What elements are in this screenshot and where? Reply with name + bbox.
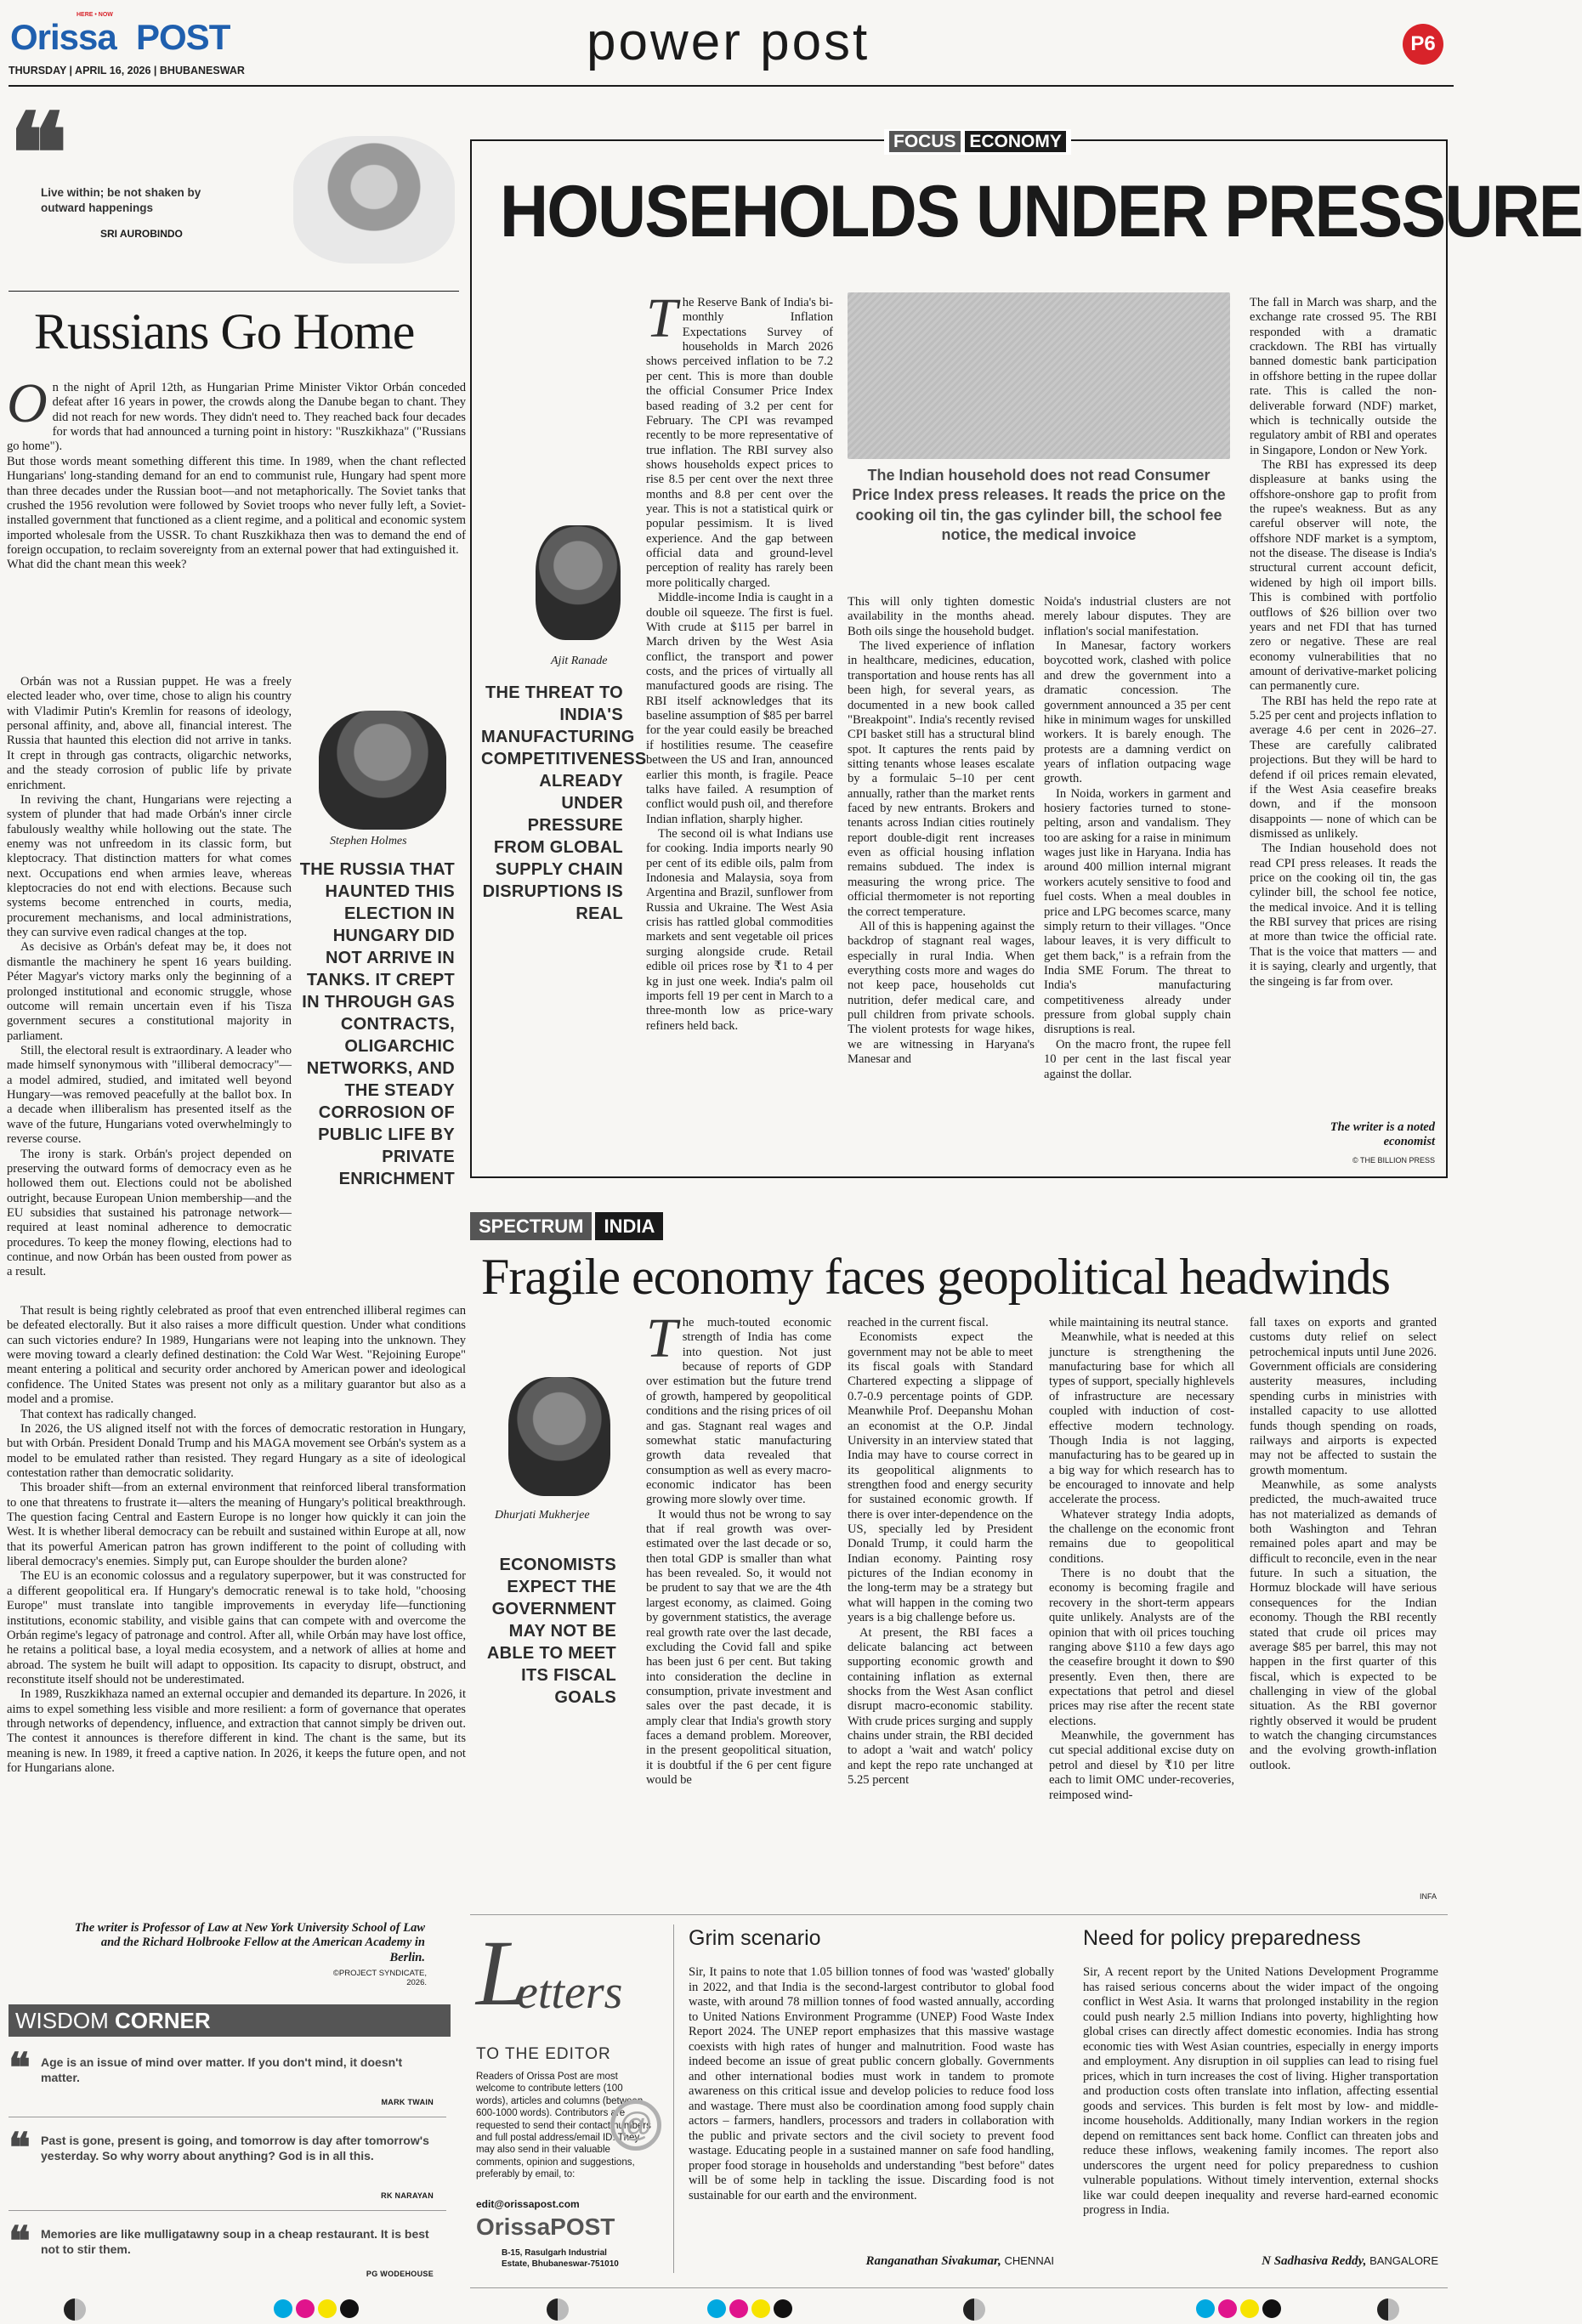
russia-pullquote: THE RUSSIA THAT HAUNTED THIS ELECTION IN HUNGARY DID NOT ARRIVE IN TANKS. IT CREPT IN THROUGH GAS CONTRACTS, OLIGARCHIC NETWORKS, AND THE STEADY CORROSION OF PUBLIC LIFE BY PRIVATE ENRICHMENT: [299, 860, 455, 1188]
russia-p9: In 2026, the US aligned itself not with the forces of democratic restoration in Hungary, but with Orbán. President Donald Trump and his MAGA movement see Orbán's system as a model to be emulated rather than resisted. They regard Hungary as a site of ideological contestation rather than democratic solidarity.: [7, 1421, 466, 1480]
focus-col-2: [848, 595, 1035, 1068]
focus-tag: [884, 129, 1071, 155]
holmes-byline: Stephen Holmes: [330, 835, 407, 847]
russia-p12: In 1989, Ruszkikhaza named an external occupier and demanded its departure. In 2026, it aims to expel something less visible and more resilient: a form of governance that operates through networks of dependency, influence, and extraction that cannot simply be driven out. The contest it announces is therefore different in kind. The chant is the same, but its meaning is new. In 1989, it freed a captive nation. In 2026, it keeps the future open, and not for Hungarians alone.: [7, 1687, 466, 1776]
russia-article-bottom: [7, 1304, 466, 1777]
logo-orissa: Orissa: [10, 17, 116, 57]
letter-2-sig-name: N Sadhasiva Reddy,: [1262, 2254, 1367, 2268]
focus-col-1: [646, 287, 833, 1034]
focus-c2: This will only tighten domestic availability in the months ahead. Both oils singe the household budget.: [848, 595, 1035, 638]
letter-1-sig-name: Ranganathan Sivakumar,: [865, 2254, 1001, 2268]
russia-p5: Still, the electoral result is extraordinary. A leader who made himself synonymous with "illiberal democracy"—a model admired, studied, and imitated well beyond Hungary—was removed peacefully at the ballot box. In a decade when illiberalism has presented itself as the wave of the future, Hungarians voted overwhelmingly to reverse course.: [7, 1043, 292, 1147]
ranade-byline: Ajit Ranade: [551, 655, 608, 667]
wisdom-title-b: CORNER: [115, 2008, 211, 2033]
spectrum-col-1: [646, 1307, 831, 1788]
market-photo: [848, 292, 1230, 459]
spectrum-c1b: It would thus not be wrong to say that if real growth was over-estimated over the last decade or so, then total GDP is smaller than what has been revealed. So, it would not be prudent to say that we are the 4th largest economy, as claimed. Going by government statistics, the average real growth rate over the last decade, excluding the Covid fall and spike has been just 6 per cent. But taking into consideration the decline in consumption, private investment and sales over the past decade, it is amply clear that India's growth story faces a demand problem. Moreover, in the present geopolitical situation, it is doubtful if the 6 per cent figure would be: [646, 1507, 831, 1788]
spectrum-c2: reached in the current fiscal.: [848, 1316, 989, 1329]
half-circle-mark: [64, 2298, 86, 2321]
focus-c1: The Reserve Bank of India's bi-monthly Inflation Expectations Survey of households in March 2026 shows perceived inflation to be 7.2 per cent. This is more than double the official Consumer Price Index based reading of 3.2 per cent for February. The CPI was revamped recently to be more representative of true inflation. The RBI survey also shows households expect prices to rise 8.5 per cent over the next three months and 8.8 per cent over the year. This is not a statistical quirk or popular pessimism. It is lived experience. And the gap between official data and ground-level perception of reality has rarely been more politically charged.: [646, 287, 833, 590]
logo[interactable]: [10, 12, 265, 60]
letter-2-sig-place: BANGALORE: [1369, 2254, 1438, 2267]
ranade-photo: [536, 525, 621, 640]
focus-pullquote: THE THREAT TO INDIA'S MANUFACTURING COMPETITIVENESS ALREADY UNDER PRESSURE FROM GLOBAL SUPPLY CHAIN DISRUPTIONS IS REAL: [481, 683, 647, 923]
russia-p8: That context has radically changed.: [20, 1407, 197, 1421]
logo-post: POST: [136, 17, 230, 57]
quote-divider: [9, 291, 459, 292]
half-circle-mark: [547, 2298, 569, 2321]
spectrum-c4b: Meanwhile, as some analysts predicted, the much-awaited truce has not materialized as demands of both Washington and Tehran remained poles apart and may be difficult to reconcile, even in the near future. In such a situation, the Hormuz blockade will have serious consequences for the Indian economy. Though the RBI recently stated that crude oil prices may average $85 per barrel, this may not happen in the first quarter of this fiscal, which is expected to be challenging in view of the global situation. As the RBI governor rightly observed it would be prudent to watch the changing circumstances and the evolving growth-inflation outlook.: [1250, 1477, 1437, 1772]
spectrum-col-2: [848, 1316, 1033, 1788]
letter-1-signature: [689, 2254, 1054, 2269]
letters-logo: [476, 1921, 663, 2063]
focus-c4: The fall in March was sharp, and the exchange rate crossed 95. The RBI responded with a dramatic crackdown. The RBI has virtually banned domestic bank participation in offshore betting in the rupee dollar rate. This is called the non-deliverable forward (NDF) market, which is technically outside the regulatory ambit of RBI and operates in Singapore, London or New York.: [1250, 296, 1437, 457]
letters-orissa-logo: [476, 2213, 615, 2241]
spectrum-c1: The much-touted economic strength of India has come into question. Not just because of reports of GDP over estimation but the future trend of growth, hampered by geopolitical conditions and the rising prices of oil and gas. Stagnant real wages and somewhat static manufacturing growth data revealed that consumption as well as every macro-economic indicator has been growing more slowly over time.: [646, 1307, 831, 1507]
focus-headline: HOUSEHOLDS UNDER PRESSURE: [500, 171, 1582, 252]
focus-c2b: The lived experience of inflation in healthcare, medicines, education, transportation and house rents has all been high, for several years, as documented in a new book called "Breakpoint". India's recently revised CPI basket still has a structural blind spot. It captures the rents paid by sitting tenants whose leases escalate by a formulaic 5–10 per cent annually, rather than the market rents faced by new entrants. Brokers and tenants across Indian cities routinely report double-digit rent increases even as official housing inflation remains subdued. The index is measuring the wrong price. The official thermometer is not reporting the correct temperature.: [848, 639, 1035, 919]
focus-c3d: On the macro front, the rupee fell 10 per cent in the last fiscal year against the dollar.: [1044, 1037, 1231, 1081]
letters-email[interactable]: edit@orissapost.com: [476, 2198, 580, 2210]
mukherjee-byline: Dhurjati Mukherjee: [495, 1509, 590, 1522]
focus-c4b: The RBI has expressed its deep displeasure at banks using the offshore-onshore gap to profit from the rupee's weakness. But as any careful observer will note, the offshore NDF market is a symptom, not the disease. The disease is India's structural current account deficit, widened by high oil import bills. This is combined with portfolio outflows of $26 billion over two years and net FDI that has turned zero or negative. These are real economy vulnerabilities that no amount of derivative-market policing can permanently cure.: [1250, 457, 1437, 694]
holmes-photo: [319, 711, 446, 830]
registration-marks: [0, 2297, 1464, 2322]
spectrum-c2c: At present, the RBI faces a delicate balancing act between supporting economic growth and containing inflation as external shocks from the West Asan conflict disrupt macro-economic stability. With crude prices surging and supply chains under strain, the RBI decided to adopt a 'wait and watch' policy and kept the repo rate unchanged at 5.25 percent: [848, 1625, 1033, 1788]
focus-c3c: In Noida, workers in garment and hosiery factories turned to stone-pelting, arson and vandalism. They too are asking for a raise in minimum wages just like in Haryana. India has around 400 million internal migrant workers acutely sensitive to food and fuel costs. When a meal doubles in price and LPG becomes scarce, many simply return to their villages. "Once labour leaves, it is very difficult to get them back," is a refrain from the India SME Forum. The threat to India's manufacturing competitiveness already under pressure from global supply chain disruptions is real.: [1044, 786, 1231, 1037]
russia-p10: This broader shift—from an external environment that reinforced liberal transformation to one that threatens to frustrate it—alters the meaning of Hungary's political breakthrough. The question facing Central and Eastern Europe is no longer how quickly it can join the West. It is whether liberal democracy can be rebuilt and sustained within Europe at all, now that its powerful American patron has grown indifferent to the point of colluding with liberal democracy's enemies. Simply put, can Europe shoulder the burden alone?: [7, 1481, 466, 1569]
wisdom-author-1: MARK TWAIN: [381, 2098, 434, 2106]
focus-c4c: The RBI has held the repo rate at 5.25 per cent and projects inflation to average 4.6 per cent in 2026–27. These are carefully calibrated projections. But they will be hard to defend if oil prices remain elevated, if the West Asia ceasefire breaks down, and if the monsoon disappoints — none of which can be dismissed as unlikely.: [1250, 694, 1437, 841]
focus-photo-caption: The Indian household does not read Consumer Price Index press releases. It reads the price on the cooking oil tin, the gas cylinder bill, the school fee notice, the medical invoice: [852, 467, 1226, 544]
letter-1-title: Grim scenario: [689, 1926, 821, 1950]
russia-p6: The irony is stark. Orbán's project depended on preserving the outward forms of democracy even as he hollowed them out. Elections could not be abolished outright, because European Union membership—and the EU subsidies that sustained his patronage network—required at least nominal adherence to democratic procedures. To keep the money flowing, elections had to continue, and now Orbán has been ousted from power as a result.: [7, 1147, 292, 1279]
spectrum-col-4: [1250, 1316, 1437, 1773]
dateline: THURSDAY | APRIL 16, 2026 | BHUBANESWAR: [9, 65, 245, 77]
focus-tag-a: FOCUS: [889, 131, 961, 152]
focus-c2c: All of this is happening against the backdrop of stagnant real wages, especially in rural India. When everything costs more and wages do not keep pace, households cut nutrition, defer medical care, and pull children from private schools. The violent protests for wage hikes, we are witnessing in Haryana's Manesar and: [848, 919, 1035, 1067]
page-number: P6: [1410, 32, 1436, 55]
russia-article-top: [7, 372, 466, 573]
letters-instructions: Readers of Orissa Post are most welcome to contribute letters (100 words), articles and columns (between 600-1000 words). Contributors are requested to send their contact numbers and full postal address/email ID. They may also send in their valuable comments, opinion and suggestions, preferably by email, to:: [476, 2072, 651, 2179]
focus-c1b: Middle-income India is caught in a double oil squeeze. The first is fuel. With crude at $115 per barrel in March driven by the West Asia conflict, the transport and power costs, and the prices of virtually all manufactured goods are rising. The RBI itself acknowledges that its baseline assumption of $85 per barrel for the year could easily be breached if hostilities resume. The ceasefire between the US and Iran, announced earlier this month, is fragile. Peace talks have failed. A resumption of conflict would push oil, and therefore Indian inflation, sharply higher.: [646, 591, 833, 826]
cmyk-dots: [1194, 2299, 1283, 2322]
wisdom-corner: [9, 2004, 451, 2285]
russia-lead: On the night of April 12th, as Hungarian Prime Minister Viktor Orbán conceded defeat after 16 years in power, the crowds along the Danube began to chant. They did not reach for new words. They didn't need to. They reached back four decades for words that had announced a turning point in history: "Ruszkikhaza" ("Russians go home").: [7, 372, 466, 454]
russia-footnote: The writer is Professor of Law at New York University School of Law and the Richard Holbrooke Fellow at the American Academy in Berlin.: [74, 1921, 425, 1964]
wisdom-quote-2: Past is gone, present is going, and tomorrow is day after tomorrow's yesterday. So why worry about anything? God is in all this.: [41, 2134, 429, 2162]
spectrum-headline: Fragile economy faces geopolitical headwinds: [481, 1249, 1390, 1305]
russia-p3a: Orbán was not a Russian puppet. He was a freely elected leader who, over time, chose to align his country with Vladimir Putin's Kremlin for reasons of ideology, personal affinity, and, above all, financial interest. The Russia that haunted this election did not arrive in tanks. It crept in through gas contracts, oligarchic networks, and the steady corrosion of public life by private enrichment.: [7, 675, 292, 792]
letters-logo-p: POST: [550, 2213, 615, 2240]
spectrum-c3d: There is no doubt that the economy is becoming fragile and recovery in the short-term appears quite unlikely. Analysts are of the opinion that with oil prices touching ranging above $110 a few days ago the ceasefire brought it down to $90 presently. Even then, there are expectations that petrol and diesel prices may rise after the recent state elections.: [1049, 1567, 1234, 1728]
quote-mark-icon: ❝: [9, 94, 68, 217]
mukherjee-photo: [508, 1377, 610, 1496]
focus-c3: Noida's industrial clusters are not merely labour disputes. They are inflation's social manifestation.: [1044, 595, 1231, 638]
cmyk-dots: [272, 2299, 360, 2322]
letter-2-title: Need for policy preparedness: [1083, 1926, 1361, 1950]
wisdom-author-2: RK NARAYAN: [381, 2191, 434, 2200]
russia-p1: But those words meant something different this time. In 1989, when the chant reflected Hungarians' long-standing demand for an end to communist rule, Hungary had spent more than three decades under the Russian boot—and not metaphorically. The Soviet tanks that crushed the 1956 revolution were followed by Soviet troops who never fully left, a Soviet-installed government that functioned as a client regime, and a political and economic system imported wholesale from the USSR. To chant Ruszkikhaza then was to demand the end of foreign occupation, to reclaim sovereignty from an external power that had extinguished it.: [7, 454, 466, 557]
wisdom-title-a: WISDOM: [15, 2008, 109, 2033]
letter-1-body: Sir, It pains to note that 1.05 billion tonnes of food was 'wasted' globally in 2022, and that India is the second-largest contributor to global food waste, with around 78 million tonnes of food wasted annually, according to United Nations Environment Programme (UNEP) Food Waste Index Report 2024. The UNEP report emphasizes that this massive wastage coexists with high rates of hunger and malnutrition. Food waste has indeed become an issue of great public concern globally. Governments and other international bodies must work in tandem to promote awareness on this critical issue and develop policies to reduce food loss and wastage. There must also be coordination among food supply chain actors – farmers, handlers, processors and traders in collaboration with the public and private sectors and the civil society to prevent food wastage. Educating people in a sustained manner on safe food handling, proper food storage in households and understanding "best before" dates will be of some help in tackling the issue. Discarding food is not sustainable for our earth and the environment.: [689, 1965, 1054, 2202]
spectrum-c2b: Economists expect the government may not be able to meet its fiscal goals with Standard Chartered expecting a slippage of 0.7-0.9 percentage points of GDP. Meanwhile Prof. Deepanshu Mohan an economist at the O.P. Jindal University in an interview stated that India may have to course correct in its geopolitical alignments to strengthen food and energy security for sustained economic growth. If there is over inter-dependence on the US, specially led by President Donald Trump, it could harm the Indian economy. Painting rosy pictures of the Indian economy in the long-term may be a strategy but what will happen in the coming two years is a big challenge before us.: [848, 1330, 1033, 1625]
focus-tag-b: ECONOMY: [965, 131, 1066, 152]
letter-1-sig-place: CHENNAI: [1004, 2254, 1054, 2267]
letters-address: B-15, Rasulgarh Industrial Estate, Bhubaneswar-751010: [502, 2248, 619, 2269]
quote-mark-icon: ❝: [9, 2046, 31, 2091]
focus-c3b: In Manesar, factory workers boycotted work, clashed with police and drew the government into a dramatic concession. The government announced a 35 per cent hike in minimum wages for unskilled workers. It is barely enough. The protests are a damning verdict on years of inflation outpacing wage growth.: [1044, 639, 1231, 786]
wisdom-quote-1: Age is an issue of mind over matter. If you don't mind, it doesn't matter.: [41, 2055, 403, 2084]
wisdom-quote-3: Memories are like mulligatawny soup in a cheap restaurant. It is best not to stir them.: [41, 2227, 429, 2256]
aurobindo-photo: [293, 136, 455, 264]
focus-c4d: The Indian household does not read CPI press releases. It reads the price on the cooking oil tin, the gas cylinder bill, the school fee notice, the medical invoice. And it is telling the RBI survey that prices are rising at more than twice the official rate. That is the voice that matters — and it is saying, clearly and urgently, that the singeing is far from over.: [1250, 842, 1437, 989]
focus-credit: © THE BILLION PRESS: [1352, 1156, 1435, 1165]
russia-p7: That result is being rightly celebrated as proof that even entrenched illiberal regimes can be defeated electorally. But it also raises a more difficult question. Under what conditions can such victories endure? In 1989, Hungarians were not leaping into the unknown. They were moving toward a clearly defined destination: the Cold War West. "Rejoining Europe" meant entering a political and security order anchored by American power and ideological confidence. The United States was present not only as a military guarantor but also as a model and a promise.: [7, 1304, 466, 1407]
spectrum-pullquote: ECONOMISTS EXPECT THE GOVERNMENT MAY NOT BE ABLE TO MEET ITS FISCAL GOALS: [486, 1556, 616, 1707]
letters-big-l: L: [476, 1921, 529, 2025]
spectrum-tag-a: SPECTRUM: [470, 1212, 592, 1240]
quote-mark-icon: ❝: [9, 2219, 31, 2264]
russia-copyright: ©PROJECT SYNDICATE, 2026.: [332, 1969, 427, 1987]
wisdom-title-bar: [9, 2004, 451, 2037]
cmyk-dots: [706, 2299, 794, 2322]
focus-footnote: The writer is a noted economist: [1330, 1120, 1435, 1149]
masthead-rule: [9, 85, 1454, 87]
wisdom-divider: [9, 2210, 446, 2211]
focus-c1c: The second oil is what Indians use for cooking. India imports nearly 90 per cent of its edible oils, palm from Indonesia and Malaysia, soya from Argentina and Brazil, sunflower from Russia and Ukraine. The West Asia crisis has rattled global commodities markets and sent vegetable oil prices surging alongside crude. Retail edible oil prices rose by ₹1 to 4 per kg in just one week. India's palm oil imports fell 19 per cent in March to a three-month low as price-wary refiners held back.: [646, 826, 833, 1033]
spectrum-c3b: Meanwhile, what is needed at this juncture is strengthening the manufacturing base for which all types of support, specially highlevels of infrastructure are necessary coupled with induction of cost-effective modern technology. Though India is not lagging, manufacturing has to be geared up in a big way for which research has to be encouraged to innovate and help accelerate the process.: [1049, 1330, 1234, 1507]
letter-2-signature: [1083, 2254, 1438, 2269]
spectrum-c3: while maintaining its neutral stance.: [1049, 1316, 1229, 1329]
letters-to-editor: TO THE EDITOR: [476, 2045, 611, 2063]
spectrum-col-3: [1049, 1316, 1234, 1803]
focus-col-3: [1044, 595, 1231, 1082]
spectrum-tag: [470, 1212, 663, 1241]
page-number-badge: [1403, 24, 1443, 65]
spectrum-credit: INFA: [1419, 1892, 1437, 1901]
letters-divider: [673, 1924, 674, 2273]
quote-text: Live within; be not shaken by outward happenings: [41, 186, 201, 214]
russia-headline: Russians Go Home: [34, 303, 415, 360]
russia-p2: What did the chant mean this week?: [7, 558, 187, 572]
spectrum-c4: fall taxes on exports and granted customs duty relief on select petrochemical inputs until June 2026. Government officials are considering austerity measures, including spending curbs in ministries with installed capacity to use allotted funds though spending on roads, railways and airports is expected may not be affected to sustain the growth momentum.: [1250, 1316, 1437, 1477]
half-circle-mark: [1377, 2298, 1399, 2321]
russia-article-narrow: [7, 675, 292, 1280]
quote-author: SRI AUROBINDO: [100, 228, 183, 240]
section-title: power post: [587, 13, 870, 71]
quote-mark-icon: ❝: [9, 2126, 31, 2171]
russia-p3b: In reviving the chant, Hungarians were rejecting a system of plunder that had made Orbán's inner circle fabulously wealthy while hollowing out the state. The enemy was not unfreedom in its classic form, but kleptocracy. That distinction matters for what comes next. Occupations end when armies leave, whereas kleptocracies do not end with elections. Because such systems become entrenched in courts, media, procurement mechanisms, and local administrations, they can survive even radical changes at the top.: [7, 792, 292, 940]
masthead: [0, 0, 1464, 94]
spectrum-tag-b: INDIA: [595, 1212, 663, 1240]
spectrum-c3c: Whatever strategy India adopts, the challenge on the economic front remains due to geopolitical conditions.: [1049, 1507, 1234, 1566]
russia-p4: As decisive as Orbán's defeat may be, it does not dismantle the machinery he spent 16 years building. Péter Magyar's victory marks only the beginning of a prolonged institutional and economic struggle, whose outcome will remain uncertain even if his Tisza government secures a constitutional majority in parliament.: [7, 940, 292, 1043]
spectrum-c3e: Meanwhile, the government has cut special additional excise duty on petrol and diesel by ₹10 per litre each to limit OMC under-recoveries, reimposed wind-: [1049, 1729, 1234, 1802]
letter-2-body: Sir, A recent report by the United Nations Development Programme has raised serious concerns about the wider impact of the ongoing conflict in West Asia. It warns that prolonged instability in the region could push nearly 2.5 million Indians into poverty, highlighting how global crises can directly affect domestic economies. India has strong economic ties with West Asian countries, especially in energy imports and employment. Any disruption in oil supplies can lead to rising fuel prices, which in turn increases the cost of living. Higher transportation and production costs often translate into inflation, affecting essential goods and services. This burden is felt most by low- and middle-income households. Additionally, many Indian workers in the region depend on remittances sent back home. Conflict can threaten jobs and reduce these inflows, weakening family incomes. The report also underscores the urgent need for policy preparedness to cushion vulnerable populations. Without timely intervention, external shocks like war could deepen inequality and reverse hard-earned economic progress in India.: [1083, 1965, 1438, 2217]
russia-p11: The EU is an economic colossus and a regulatory superpower, but it was constructed for a different geopolitical era. If Hungary's democratic renewal is to take hold, "choosing Europe" must translate into tangible improvements in everyday life—functioning institutions, economic stability, and visible gains that can compete with and overcome the Orbán regime's legacy of patronage and control. After all, while Orbán may have lost office, he retains a political base, a loyal media ecosystem, and a network of allies at home and abroad. The system he built will adapt to opposition. Its capacity to disrupt, obstruct, and reconstitute itself should not be underestimated.: [7, 1569, 466, 1686]
letters-logo-o: Orissa: [476, 2213, 551, 2240]
letters-etters: etters: [517, 1966, 623, 2019]
half-circle-mark: [963, 2298, 985, 2321]
at-sign-icon: @: [610, 2100, 661, 2151]
wisdom-author-3: PG WODEHOUSE: [366, 2270, 434, 2278]
focus-col-4: [1250, 296, 1437, 989]
logo-tagline: HERE • NOW: [77, 12, 113, 18]
